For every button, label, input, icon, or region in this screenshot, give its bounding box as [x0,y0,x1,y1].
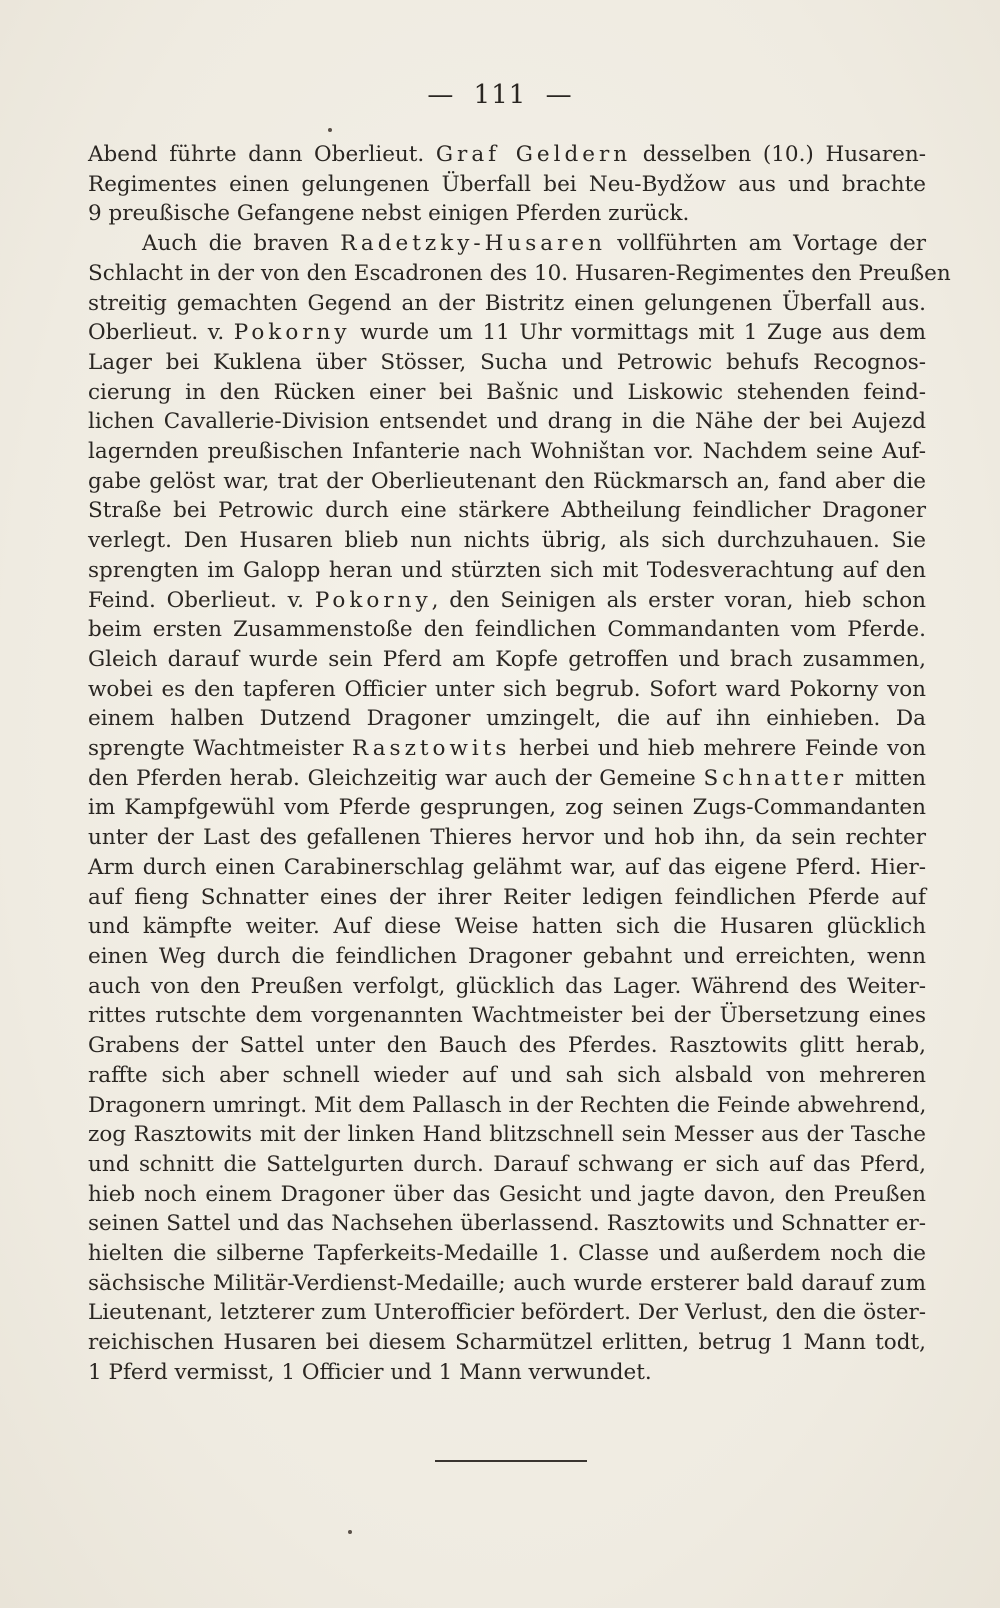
text-run: 9 preußische Gefangene nebst einigen Pferden zurück. [88,201,690,227]
text-line [88,229,926,259]
text-line [88,883,926,913]
text-line [88,1061,926,1091]
text-run: lagernden preußischen Infanterie nach Wohništan vor. Nachdem seine Auf- [88,439,926,465]
text-run: den Pferden herab. Gleichzeitig war auch der Gemeine [88,765,704,791]
text-run: Grabens der Sattel unter den Bauch des Pferdes. Rasztowits glitt herab, [88,1033,926,1059]
body-text [88,140,951,1388]
text-run: seinen Sattel und das Nachsehen überlassend. Rasztowits und Schnatter er- [88,1211,926,1237]
text-line [88,318,926,348]
text-line [88,645,926,675]
text-line [88,170,926,200]
text-line [88,140,926,170]
text-run: Arm durch einen Carabinerschlag gelähmt war, auf das eigene Pferd. Hier- [88,854,926,880]
text-run: gabe gelöst war, trat der Oberlieutenant den Rückmarsch an, fand aber die [88,468,926,494]
text-run: sprengten im Galopp heran und stürzten sich mit Todesverachtung auf den [88,557,926,583]
text-line [88,1298,926,1328]
text-line [88,348,926,378]
section-rule [435,1460,587,1462]
text-line [88,378,926,408]
text-run: desselben (10.) Husaren- [631,142,927,167]
text-run: Gleich darauf wurde sein Pferd am Kopfe getroffen und brach zusammen, [88,646,926,672]
text-run: vollführten am Vortage der [605,231,927,257]
text-line [88,942,926,972]
text-run: und kämpfte weiter. Auf diese Weise hatten sich die Husaren glücklich [88,914,926,940]
text-run: Feind. Oberlieut. v. [88,587,315,613]
text-run: unter der Last des gefallenen Thieres hervor und hob ihn, da sein rechter [88,825,926,851]
text-line [88,1150,926,1180]
text-run: einem halben Dutzend Dragoner umzingelt, die auf ihn einhieben. Da [88,706,926,732]
text-line [88,199,926,229]
text-run: im Kampfgewühl vom Pferde gesprungen, zog seinen Zugs-Commandanten [88,795,926,821]
text-run: rittes rutschte dem vorgenannten Wachtmeister bei der Übersetzung eines [88,1003,926,1029]
page-header [0,80,1000,110]
text-line [88,259,951,289]
text-line [88,1180,926,1210]
text-run: herbei und hieb mehrere Feinde von [510,736,926,762]
text-run: hielten die silberne Tapferkeits-Medaille 1. Classe und außerdem noch die [88,1241,926,1267]
text-run: cierung in den Rücken einer bei Bašnic und Liskowic stehenden feind- [88,379,926,405]
text-line [88,764,926,794]
text-line [88,1091,926,1121]
text-line [88,289,926,319]
text-run: 1 Pferd vermisst, 1 Officier und 1 Mann verwundet. [88,1359,652,1385]
spaced-name: Pokorny [314,587,432,613]
text-run: , den Seinigen als erster voran, hieb schon [431,587,927,613]
page-number: 111 [473,80,527,110]
spaced-name: Pokorny [233,320,351,346]
text-run: zog Rasztowits mit der linken Hand blitzschnell sein Messer aus der Tasche [88,1122,926,1148]
text-run: Schlacht in der von den Escadronen des 10. Husaren-Regimentes den Preußen [88,260,951,286]
text-line [88,1031,926,1061]
text-run: auch von den Preußen verfolgt, glücklich das Lager. Während des Weiter- [88,973,926,999]
text-run: Auch die braven [142,231,341,257]
print-speck [328,128,332,132]
text-line [88,586,926,616]
text-line [88,496,926,526]
text-line [88,1209,926,1239]
text-line [88,704,926,734]
text-line [88,823,926,853]
spaced-name: Schnatter [703,765,848,791]
text-run: auf fieng Schnatter eines der ihrer Reiter ledigen feindlichen Pferde auf [88,884,926,910]
text-run: wobei es den tapferen Officier unter sich begrub. Sofort ward Pokorny von [88,676,926,702]
text-run: Abend führte dann Oberlieut. [88,142,436,167]
print-speck [348,1530,352,1534]
spaced-name: Radetzky-Husaren [340,231,606,257]
text-run: verlegt. Den Husaren blieb nun nichts übrig, als sich durchzuhauen. Sie [88,528,926,554]
spaced-name: Rasztowits [352,736,511,762]
text-line [88,853,926,883]
spaced-name: Graf Geldern [435,142,632,167]
text-run: Oberlieut. v. [88,320,234,346]
text-line [88,467,926,497]
text-run: wurde um 11 Uhr vormittags mit 1 Zuge aus dem [350,320,926,346]
text-run: und schnitt die Sattelgurten durch. Darauf schwang er sich auf das Pferd, [88,1151,926,1177]
text-line [88,734,926,764]
text-run: sprengte Wachtmeister [88,736,353,762]
text-line [88,793,926,823]
text-run: Lieutenant, letzterer zum Unterofficier befördert. Der Verlust, den die öster- [88,1300,926,1326]
text-line [88,1239,926,1269]
text-run: mitten [847,765,927,791]
header-dash-left: — [427,80,455,110]
text-line [88,1358,926,1388]
text-run: Straße bei Petrowic durch eine stärkere Abtheilung feindlicher Dragoner [88,498,926,524]
text-line [88,1001,926,1031]
text-run: hieb noch einem Dragoner über das Gesicht und jagte davon, den Preußen [88,1181,926,1207]
text-run: einen Weg durch die feindlichen Dragoner gebahnt und erreichten, wenn [88,943,926,969]
text-run: lichen Cavallerie-Division entsendet und drang in die Nähe der bei Aujezd [88,409,926,435]
text-run: Lager bei Kuklena über Stösser, Sucha und Petrowic behufs Recognos- [88,349,926,375]
text-line [88,556,926,586]
text-run: Dragonern umringt. Mit dem Pallasch in der Rechten die Feinde abwehrend, [88,1092,927,1118]
header-dash-right: — [545,80,573,110]
text-run: beim ersten Zusammenstoße den feindlichen Commandanten vom Pferde. [88,617,926,643]
text-run: Regimentes einen gelungenen Überfall bei Neu-Bydžow aus und brachte [88,171,926,197]
text-line [88,615,926,645]
text-line [88,912,926,942]
text-line [88,1328,926,1358]
text-run: reichischen Husaren bei diesem Scharmützel erlitten, betrug 1 Mann todt, [88,1330,926,1356]
text-line [88,1269,926,1299]
text-line [88,972,926,1002]
text-line [88,407,926,437]
text-run: streitig gemachten Gegend an der Bistritz einen gelungenen Überfall aus. [88,290,926,316]
text-line [88,437,926,467]
text-line [88,1120,926,1150]
text-line [88,526,926,556]
text-run: raffte sich aber schnell wieder auf und sah sich alsbald von mehreren [88,1062,926,1088]
text-line [88,675,926,705]
text-run: sächsische Militär-Verdienst-Medaille; auch wurde ersterer bald darauf zum [88,1270,926,1296]
